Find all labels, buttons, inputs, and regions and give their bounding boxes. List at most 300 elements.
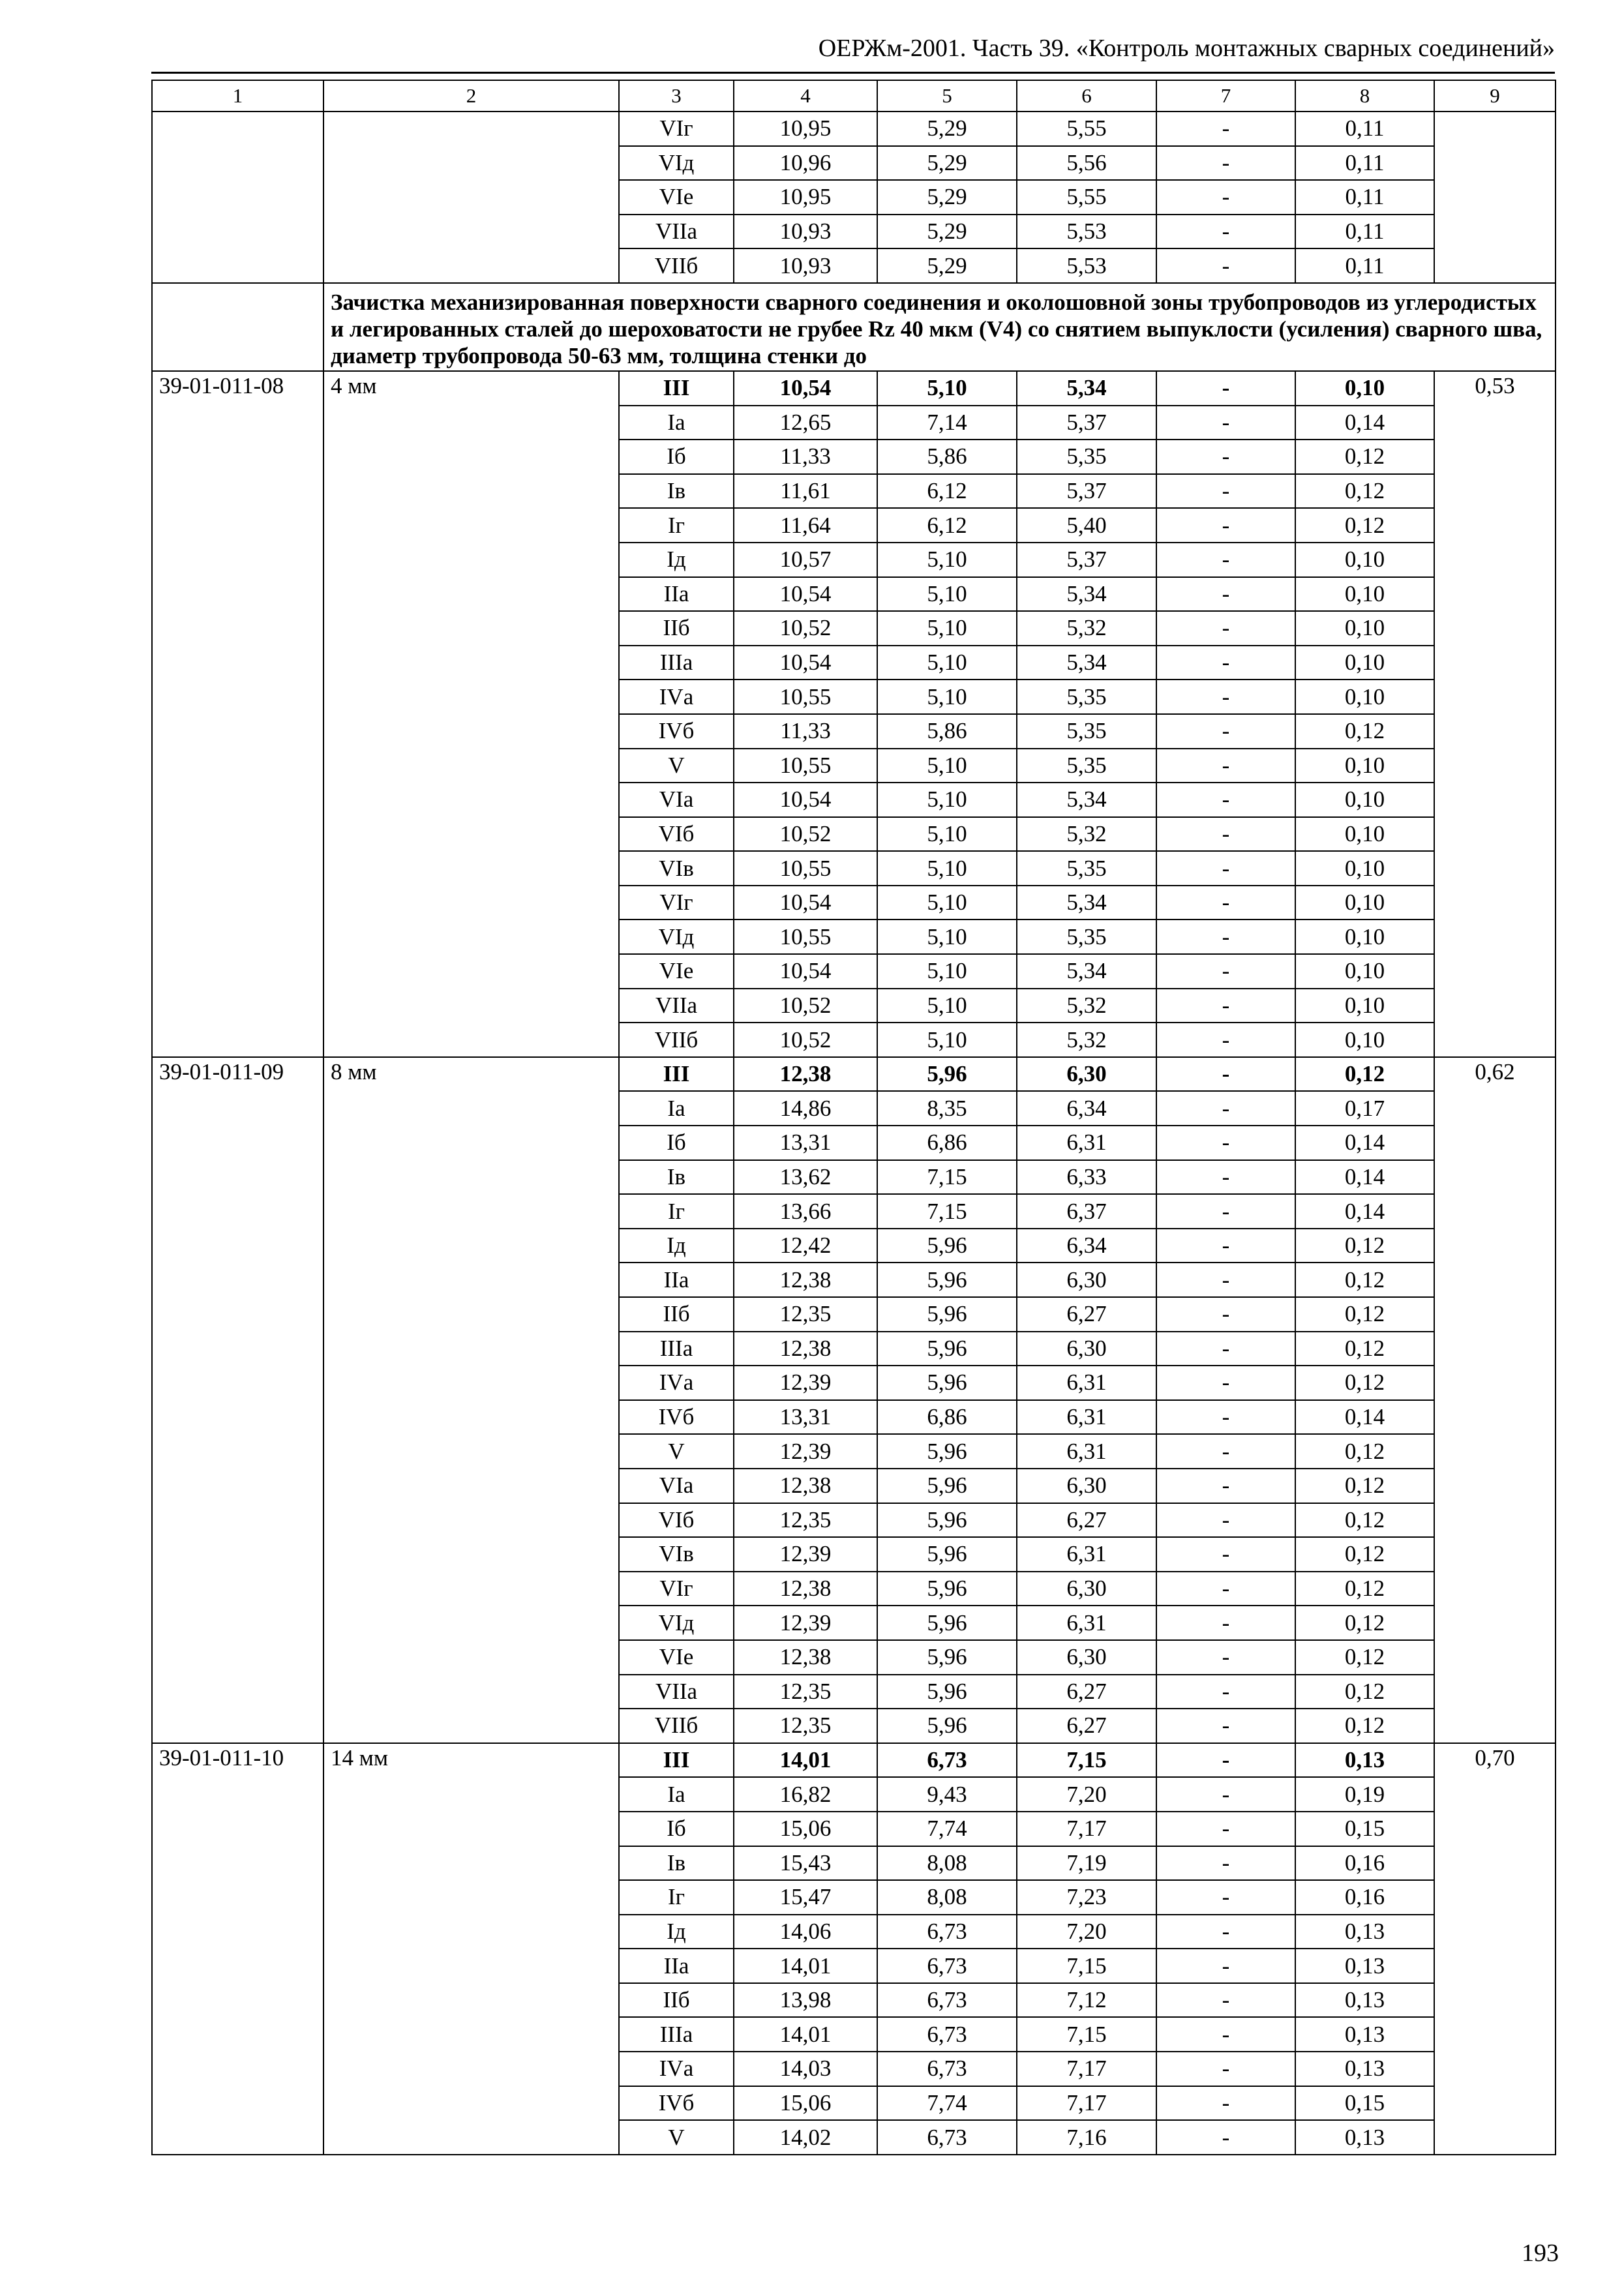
labor-cell: 0,10	[1295, 371, 1434, 406]
zone-cell: VIIа	[619, 989, 734, 1023]
wages-cell: 5,96	[877, 1606, 1017, 1640]
labor-cell: 0,12	[1295, 1469, 1434, 1503]
labor-cell: 0,15	[1295, 2086, 1434, 2121]
total-cost-cell: 12,39	[734, 1606, 877, 1640]
labor-cell: 0,12	[1295, 1297, 1434, 1332]
wages-cell: 7,15	[877, 1160, 1017, 1195]
drivers-wages-cell: -	[1156, 112, 1295, 146]
labor-cell: 0,12	[1295, 1503, 1434, 1538]
total-cost-cell: 14,06	[734, 1915, 877, 1949]
description-spacer-cell	[152, 283, 323, 371]
total-cost-cell: 10,93	[734, 248, 877, 283]
drivers-wages-cell: -	[1156, 2120, 1295, 2155]
wages-cell: 5,10	[877, 1023, 1017, 1057]
section-description-row	[152, 283, 1556, 371]
total-cost-cell: 14,03	[734, 2052, 877, 2086]
machines-cell: 5,37	[1017, 474, 1156, 509]
labor-cell: 0,12	[1295, 714, 1434, 749]
total-cost-cell: 12,35	[734, 1297, 877, 1332]
total-cost-cell: 15,47	[734, 1880, 877, 1915]
wall-thickness: 8 мм	[323, 1057, 619, 1743]
machines-cell: 6,27	[1017, 1709, 1156, 1743]
wages-cell: 6,73	[877, 1983, 1017, 2018]
machines-cell: 6,30	[1017, 1640, 1156, 1675]
total-cost-cell: 12,39	[734, 1366, 877, 1400]
machines-cell: 7,23	[1017, 1880, 1156, 1915]
machines-cell: 5,34	[1017, 371, 1156, 406]
document-header: ОЕРЖм-2001. Часть 39. «Контроль монтажных сварных соединений»	[818, 35, 1555, 62]
machines-cell: 6,27	[1017, 1675, 1156, 1709]
column-numbers-row	[152, 80, 1556, 112]
column-number-cell: 4	[734, 80, 877, 112]
wages-cell: 5,96	[877, 1263, 1017, 1297]
wages-cell: 8,08	[877, 1880, 1017, 1915]
total-cost-cell: 10,52	[734, 1023, 877, 1057]
machines-cell: 5,34	[1017, 646, 1156, 680]
total-cost-cell: 10,54	[734, 646, 877, 680]
drivers-wages-cell: -	[1156, 611, 1295, 646]
zone-cell: VIIб	[619, 1023, 734, 1057]
drivers-wages-cell: -	[1156, 1709, 1295, 1743]
machines-cell: 7,15	[1017, 1949, 1156, 1983]
labor-cell: 0,10	[1295, 680, 1434, 714]
wages-cell: 5,86	[877, 440, 1017, 474]
zone-cell: Iг	[619, 508, 734, 543]
total-cost-cell: 10,55	[734, 851, 877, 886]
machines-cell: 6,31	[1017, 1606, 1156, 1640]
total-cost-cell: 11,33	[734, 440, 877, 474]
machines-cell: 5,55	[1017, 112, 1156, 146]
column-number-cell: 1	[152, 80, 323, 112]
total-cost-cell: 10,54	[734, 371, 877, 406]
labor-cell: 0,12	[1295, 1057, 1434, 1092]
wages-cell: 5,10	[877, 954, 1017, 989]
labor-cell: 0,13	[1295, 1915, 1434, 1949]
labor-cell: 0,12	[1295, 1263, 1434, 1297]
zone-cell: IIIа	[619, 1332, 734, 1366]
total-cost-cell: 13,31	[734, 1400, 877, 1435]
total-cost-cell: 10,52	[734, 611, 877, 646]
zone-cell: VIIа	[619, 1675, 734, 1709]
table-row	[152, 1057, 1556, 1092]
drivers-wages-cell: -	[1156, 1572, 1295, 1606]
wages-cell: 5,10	[877, 886, 1017, 920]
rates-table	[151, 80, 1556, 2155]
price-cell	[1434, 112, 1556, 283]
total-cost-cell: 10,55	[734, 749, 877, 783]
zone-cell: VIIа	[619, 215, 734, 249]
zone-cell: VIIб	[619, 1709, 734, 1743]
machines-cell: 6,31	[1017, 1366, 1156, 1400]
wages-cell: 5,10	[877, 577, 1017, 612]
labor-cell: 0,12	[1295, 1709, 1434, 1743]
wages-cell: 5,10	[877, 817, 1017, 852]
zone-cell: Iб	[619, 1126, 734, 1160]
machines-cell: 7,20	[1017, 1777, 1156, 1812]
wages-cell: 8,35	[877, 1091, 1017, 1126]
drivers-wages-cell: -	[1156, 1915, 1295, 1949]
labor-cell: 0,12	[1295, 1434, 1434, 1469]
wages-cell: 7,74	[877, 1812, 1017, 1846]
total-cost-cell: 10,96	[734, 146, 877, 181]
drivers-wages-cell: -	[1156, 1332, 1295, 1366]
total-cost-cell: 16,82	[734, 1777, 877, 1812]
machines-cell: 7,16	[1017, 2120, 1156, 2155]
wages-cell: 6,12	[877, 474, 1017, 509]
zone-cell: IVб	[619, 1400, 734, 1435]
machines-cell: 5,53	[1017, 248, 1156, 283]
wages-cell: 5,96	[877, 1057, 1017, 1092]
table-row	[152, 1743, 1556, 1778]
wages-cell: 5,96	[877, 1640, 1017, 1675]
labor-cell: 0,13	[1295, 1983, 1434, 2018]
drivers-wages-cell: -	[1156, 1777, 1295, 1812]
zone-cell: Iд	[619, 1915, 734, 1949]
total-cost-cell: 10,55	[734, 920, 877, 954]
wages-cell: 6,73	[877, 2017, 1017, 2052]
labor-cell: 0,12	[1295, 508, 1434, 543]
drivers-wages-cell: -	[1156, 1606, 1295, 1640]
drivers-wages-cell: -	[1156, 680, 1295, 714]
wages-cell: 5,86	[877, 714, 1017, 749]
wages-cell: 6,73	[877, 1915, 1017, 1949]
wages-cell: 6,73	[877, 1949, 1017, 1983]
machines-cell: 5,34	[1017, 886, 1156, 920]
labor-cell: 0,16	[1295, 1846, 1434, 1881]
zone-cell: Iб	[619, 440, 734, 474]
drivers-wages-cell: -	[1156, 1880, 1295, 1915]
wages-cell: 5,10	[877, 851, 1017, 886]
machines-cell: 6,34	[1017, 1229, 1156, 1263]
wages-cell: 5,10	[877, 680, 1017, 714]
zone-cell: IIб	[619, 611, 734, 646]
drivers-wages-cell: -	[1156, 146, 1295, 181]
wages-cell: 6,73	[877, 2120, 1017, 2155]
machines-cell: 5,32	[1017, 611, 1156, 646]
labor-cell: 0,10	[1295, 851, 1434, 886]
zone-cell: III	[619, 1057, 734, 1092]
drivers-wages-cell: -	[1156, 180, 1295, 215]
thickness-cell	[323, 112, 619, 283]
material-cost: 0,70	[1434, 1743, 1556, 2155]
header-divider	[151, 72, 1555, 74]
labor-cell: 0,10	[1295, 954, 1434, 989]
column-number-cell: 5	[877, 80, 1017, 112]
labor-cell: 0,12	[1295, 1640, 1434, 1675]
drivers-wages-cell: -	[1156, 1091, 1295, 1126]
drivers-wages-cell: -	[1156, 577, 1295, 612]
wages-cell: 5,96	[877, 1469, 1017, 1503]
labor-cell: 0,10	[1295, 817, 1434, 852]
machines-cell: 7,19	[1017, 1846, 1156, 1881]
wages-cell: 5,96	[877, 1297, 1017, 1332]
labor-cell: 0,12	[1295, 1572, 1434, 1606]
wages-cell: 7,14	[877, 406, 1017, 440]
machines-cell: 5,35	[1017, 680, 1156, 714]
labor-cell: 0,10	[1295, 577, 1434, 612]
zone-cell: Iа	[619, 1777, 734, 1812]
total-cost-cell: 15,06	[734, 2086, 877, 2121]
total-cost-cell: 15,06	[734, 1812, 877, 1846]
total-cost-cell: 12,38	[734, 1572, 877, 1606]
machines-cell: 5,55	[1017, 180, 1156, 215]
labor-cell: 0,14	[1295, 1126, 1434, 1160]
total-cost-cell: 10,52	[734, 817, 877, 852]
total-cost-cell: 12,38	[734, 1263, 877, 1297]
zone-cell: IVб	[619, 2086, 734, 2121]
labor-cell: 0,12	[1295, 1675, 1434, 1709]
zone-cell: VIг	[619, 886, 734, 920]
drivers-wages-cell: -	[1156, 1949, 1295, 1983]
drivers-wages-cell: -	[1156, 248, 1295, 283]
machines-cell: 6,31	[1017, 1434, 1156, 1469]
labor-cell: 0,10	[1295, 989, 1434, 1023]
wages-cell: 5,10	[877, 611, 1017, 646]
zone-cell: VIд	[619, 146, 734, 181]
zone-cell: VIв	[619, 1537, 734, 1572]
drivers-wages-cell: -	[1156, 1537, 1295, 1572]
drivers-wages-cell: -	[1156, 508, 1295, 543]
column-number-cell: 3	[619, 80, 734, 112]
machines-cell: 5,32	[1017, 1023, 1156, 1057]
machines-cell: 5,34	[1017, 783, 1156, 817]
machines-cell: 6,27	[1017, 1297, 1156, 1332]
zone-cell: VIд	[619, 920, 734, 954]
total-cost-cell: 12,65	[734, 406, 877, 440]
machines-cell: 6,34	[1017, 1091, 1156, 1126]
labor-cell: 0,11	[1295, 248, 1434, 283]
labor-cell: 0,16	[1295, 1880, 1434, 1915]
labor-cell: 0,10	[1295, 886, 1434, 920]
machines-cell: 6,30	[1017, 1332, 1156, 1366]
zone-cell: VIIб	[619, 248, 734, 283]
total-cost-cell: 12,39	[734, 1537, 877, 1572]
labor-cell: 0,11	[1295, 112, 1434, 146]
total-cost-cell: 13,31	[734, 1126, 877, 1160]
drivers-wages-cell: -	[1156, 215, 1295, 249]
drivers-wages-cell: -	[1156, 1675, 1295, 1709]
wages-cell: 5,10	[877, 920, 1017, 954]
labor-cell: 0,13	[1295, 2120, 1434, 2155]
total-cost-cell: 10,95	[734, 180, 877, 215]
zone-cell: IIа	[619, 577, 734, 612]
drivers-wages-cell: -	[1156, 1126, 1295, 1160]
total-cost-cell: 12,38	[734, 1057, 877, 1092]
column-number-cell: 6	[1017, 80, 1156, 112]
machines-cell: 6,37	[1017, 1194, 1156, 1229]
machines-cell: 5,32	[1017, 817, 1156, 852]
labor-cell: 0,10	[1295, 749, 1434, 783]
total-cost-cell: 12,38	[734, 1469, 877, 1503]
table-body	[152, 80, 1556, 2155]
drivers-wages-cell: -	[1156, 1160, 1295, 1195]
total-cost-cell: 12,42	[734, 1229, 877, 1263]
wages-cell: 5,96	[877, 1675, 1017, 1709]
drivers-wages-cell: -	[1156, 989, 1295, 1023]
labor-cell: 0,11	[1295, 215, 1434, 249]
wages-cell: 5,10	[877, 543, 1017, 577]
machines-cell: 5,40	[1017, 508, 1156, 543]
machines-cell: 7,12	[1017, 1983, 1156, 2018]
wages-cell: 5,96	[877, 1709, 1017, 1743]
total-cost-cell: 13,98	[734, 1983, 877, 2018]
drivers-wages-cell: -	[1156, 1434, 1295, 1469]
total-cost-cell: 14,01	[734, 2017, 877, 2052]
zone-cell: V	[619, 2120, 734, 2155]
total-cost-cell: 15,43	[734, 1846, 877, 1881]
wages-cell: 5,10	[877, 989, 1017, 1023]
labor-cell: 0,12	[1295, 1537, 1434, 1572]
zone-cell: VIе	[619, 180, 734, 215]
drivers-wages-cell: -	[1156, 851, 1295, 886]
wages-cell: 6,73	[877, 2052, 1017, 2086]
drivers-wages-cell: -	[1156, 406, 1295, 440]
zone-cell: IIб	[619, 1983, 734, 2018]
drivers-wages-cell: -	[1156, 749, 1295, 783]
wages-cell: 5,10	[877, 749, 1017, 783]
labor-cell: 0,10	[1295, 783, 1434, 817]
machines-cell: 6,30	[1017, 1572, 1156, 1606]
machines-cell: 5,37	[1017, 406, 1156, 440]
zone-cell: Iв	[619, 1846, 734, 1881]
total-cost-cell: 10,54	[734, 886, 877, 920]
total-cost-cell: 10,93	[734, 215, 877, 249]
machines-cell: 5,53	[1017, 215, 1156, 249]
wages-cell: 8,08	[877, 1846, 1017, 1881]
wages-cell: 5,96	[877, 1572, 1017, 1606]
wages-cell: 5,96	[877, 1503, 1017, 1538]
zone-cell: IVа	[619, 2052, 734, 2086]
wages-cell: 5,10	[877, 783, 1017, 817]
drivers-wages-cell: -	[1156, 886, 1295, 920]
machines-cell: 6,30	[1017, 1469, 1156, 1503]
zone-cell: IIа	[619, 1263, 734, 1297]
zone-cell: Iд	[619, 543, 734, 577]
labor-cell: 0,10	[1295, 1023, 1434, 1057]
drivers-wages-cell: -	[1156, 1229, 1295, 1263]
labor-cell: 0,10	[1295, 646, 1434, 680]
total-cost-cell: 12,35	[734, 1709, 877, 1743]
drivers-wages-cell: -	[1156, 1812, 1295, 1846]
machines-cell: 7,17	[1017, 2052, 1156, 2086]
machines-cell: 7,20	[1017, 1915, 1156, 1949]
zone-cell: VIб	[619, 1503, 734, 1538]
drivers-wages-cell: -	[1156, 646, 1295, 680]
labor-cell: 0,13	[1295, 1949, 1434, 1983]
zone-cell: Iа	[619, 406, 734, 440]
zone-cell: VIг	[619, 112, 734, 146]
wages-cell: 5,96	[877, 1229, 1017, 1263]
labor-cell: 0,13	[1295, 1743, 1434, 1778]
labor-cell: 0,14	[1295, 1400, 1434, 1435]
zone-cell: IIIа	[619, 2017, 734, 2052]
zone-cell: VIа	[619, 783, 734, 817]
drivers-wages-cell: -	[1156, 783, 1295, 817]
wages-cell: 5,10	[877, 371, 1017, 406]
drivers-wages-cell: -	[1156, 1983, 1295, 2018]
drivers-wages-cell: -	[1156, 440, 1295, 474]
machines-cell: 5,35	[1017, 714, 1156, 749]
total-cost-cell: 12,38	[734, 1640, 877, 1675]
total-cost-cell: 10,54	[734, 954, 877, 989]
labor-cell: 0,12	[1295, 474, 1434, 509]
machines-cell: 5,34	[1017, 954, 1156, 989]
drivers-wages-cell: -	[1156, 2086, 1295, 2121]
machines-cell: 5,56	[1017, 146, 1156, 181]
machines-cell: 6,33	[1017, 1160, 1156, 1195]
drivers-wages-cell: -	[1156, 920, 1295, 954]
drivers-wages-cell: -	[1156, 954, 1295, 989]
drivers-wages-cell: -	[1156, 1743, 1295, 1778]
total-cost-cell: 11,64	[734, 508, 877, 543]
labor-cell: 0,12	[1295, 440, 1434, 474]
drivers-wages-cell: -	[1156, 1469, 1295, 1503]
wages-cell: 9,43	[877, 1777, 1017, 1812]
total-cost-cell: 12,39	[734, 1434, 877, 1469]
wages-cell: 5,96	[877, 1537, 1017, 1572]
machines-cell: 5,34	[1017, 577, 1156, 612]
machines-cell: 5,35	[1017, 749, 1156, 783]
zone-cell: IIIа	[619, 646, 734, 680]
wages-cell: 5,29	[877, 215, 1017, 249]
item-code: 39-01-011-10	[152, 1743, 323, 2155]
total-cost-cell: 10,54	[734, 577, 877, 612]
total-cost-cell: 13,62	[734, 1160, 877, 1195]
total-cost-cell: 10,54	[734, 783, 877, 817]
drivers-wages-cell: -	[1156, 1297, 1295, 1332]
column-number-cell: 8	[1295, 80, 1434, 112]
drivers-wages-cell: -	[1156, 474, 1295, 509]
zone-cell: VIе	[619, 1640, 734, 1675]
zone-cell: III	[619, 1743, 734, 1778]
zone-cell: Iг	[619, 1194, 734, 1229]
zone-cell: III	[619, 371, 734, 406]
machines-cell: 5,32	[1017, 989, 1156, 1023]
total-cost-cell: 13,66	[734, 1194, 877, 1229]
total-cost-cell: 10,95	[734, 112, 877, 146]
drivers-wages-cell: -	[1156, 1023, 1295, 1057]
column-number-cell: 9	[1434, 80, 1556, 112]
labor-cell: 0,11	[1295, 180, 1434, 215]
total-cost-cell: 10,52	[734, 989, 877, 1023]
zone-cell: V	[619, 749, 734, 783]
labor-cell: 0,12	[1295, 1229, 1434, 1263]
drivers-wages-cell: -	[1156, 1263, 1295, 1297]
total-cost-cell: 14,86	[734, 1091, 877, 1126]
drivers-wages-cell: -	[1156, 817, 1295, 852]
labor-cell: 0,14	[1295, 1160, 1434, 1195]
material-cost: 0,53	[1434, 371, 1556, 1057]
total-cost-cell: 11,61	[734, 474, 877, 509]
machines-cell: 6,27	[1017, 1503, 1156, 1538]
drivers-wages-cell: -	[1156, 1846, 1295, 1881]
total-cost-cell: 14,01	[734, 1949, 877, 1983]
machines-cell: 7,17	[1017, 1812, 1156, 1846]
labor-cell: 0,13	[1295, 2017, 1434, 2052]
labor-cell: 0,11	[1295, 146, 1434, 181]
labor-cell: 0,14	[1295, 406, 1434, 440]
section-description: Зачистка механизированная поверхности сварного соединения и околошовной зоны трубопроводов из углеродистых и легированных сталей до шероховатости не грубее Rz 40 мкм (V4) со снятием выпуклости (усиления) сварного шва, диаметр трубопровода 50-63 мм, толщина стенки до	[323, 283, 1556, 371]
machines-cell: 6,31	[1017, 1126, 1156, 1160]
machines-cell: 5,35	[1017, 851, 1156, 886]
labor-cell: 0,17	[1295, 1091, 1434, 1126]
total-cost-cell: 11,33	[734, 714, 877, 749]
zone-cell: V	[619, 1434, 734, 1469]
wages-cell: 5,29	[877, 112, 1017, 146]
zone-cell: Iв	[619, 1160, 734, 1195]
machines-cell: 6,31	[1017, 1400, 1156, 1435]
labor-cell: 0,10	[1295, 920, 1434, 954]
